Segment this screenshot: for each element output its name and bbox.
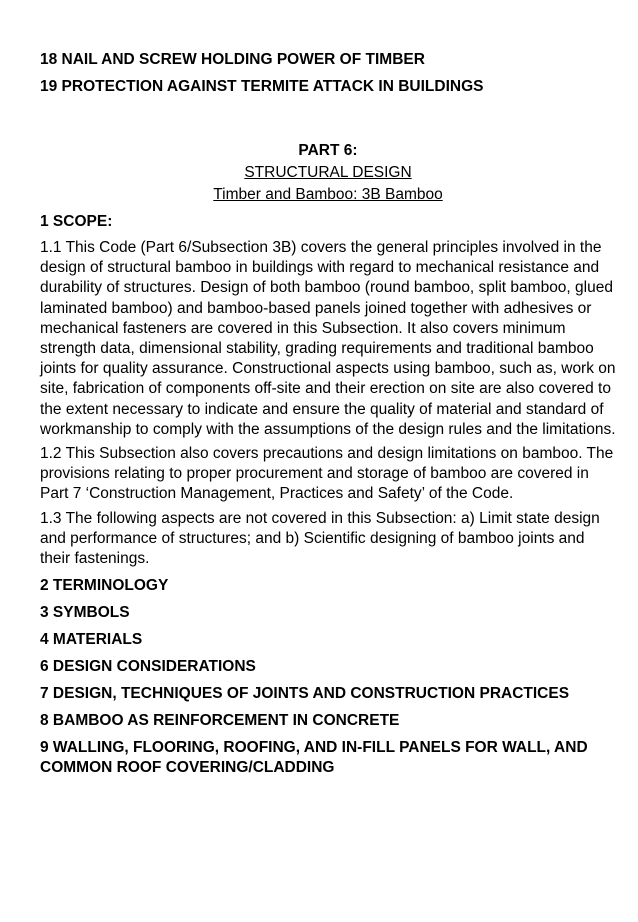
- part-subtitle: STRUCTURAL DESIGN: [244, 164, 412, 181]
- section-heading-symbols: 3 SYMBOLS: [40, 604, 130, 622]
- section-heading-walling-flooring: 9 WALLING, FLOORING, ROOFING, AND IN-FILL PANELS FOR WALL, AND COMMON ROOF COVERING/CLADDING: [40, 739, 588, 777]
- subsection-title: Timber and Bamboo: 3B Bamboo: [213, 186, 443, 203]
- section-heading-materials: 4 MATERIALS: [40, 631, 143, 649]
- section-heading-joints-construction: 7 DESIGN, TECHNIQUES OF JOINTS AND CONSTRUCTION PRACTICES: [40, 685, 570, 703]
- section-heading-design-considerations: 6 DESIGN CONSIDERATIONS: [40, 658, 256, 676]
- section-heading-19: 19 PROTECTION AGAINST TERMITE ATTACK IN BUILDINGS: [40, 78, 484, 95]
- section-heading-18: 18 NAIL AND SCREW HOLDING POWER OF TIMBER: [40, 51, 425, 68]
- scope-paragraph-1-3: 1.3 The following aspects are not covered in this Subsection: a) Limit state design and performance of structures; and b) Scientific designing of bamboo joints and their fastenings.: [40, 509, 600, 568]
- scope-heading: 1 SCOPE:: [40, 213, 113, 230]
- part-title: PART 6:: [298, 142, 358, 159]
- section-heading-reinforcement: 8 BAMBOO AS REINFORCEMENT IN CONCRETE: [40, 712, 400, 730]
- scope-paragraph-1-2: 1.2 This Subsection also covers precautions and design limitations on bamboo. The provisions relating to proper procurement and storage of bamboo are covered in Part 7 ‘Construction Management, Practices and Safety’ of the Code.: [40, 445, 614, 503]
- scope-paragraph-1-1: 1.1 This Code (Part 6/Subsection 3B) covers the general principles involved in the design of structural bamboo in buildings with regard to mechanical resistance and durability of structures. Design of both bamboo (round bamboo, split bamboo, glued laminated bamboo) and bamboo-based panels joined together with adhesives or mechanical fasteners are covered in this Subsection. It also covers minimum strength data, dimensional stability, grading requirements and traditional bamboo joints for quality assurance. Constructional aspects using bamboo, such as, work on site, fabrication of components off-site and their erection on site are also covered to the extent necessary to indicate and ensure the quality of material and standard of workmanship to comply with the assumptions of the design rules and the limitations.: [40, 239, 616, 438]
- section-heading-terminology: 2 TERMINOLOGY: [40, 577, 169, 595]
